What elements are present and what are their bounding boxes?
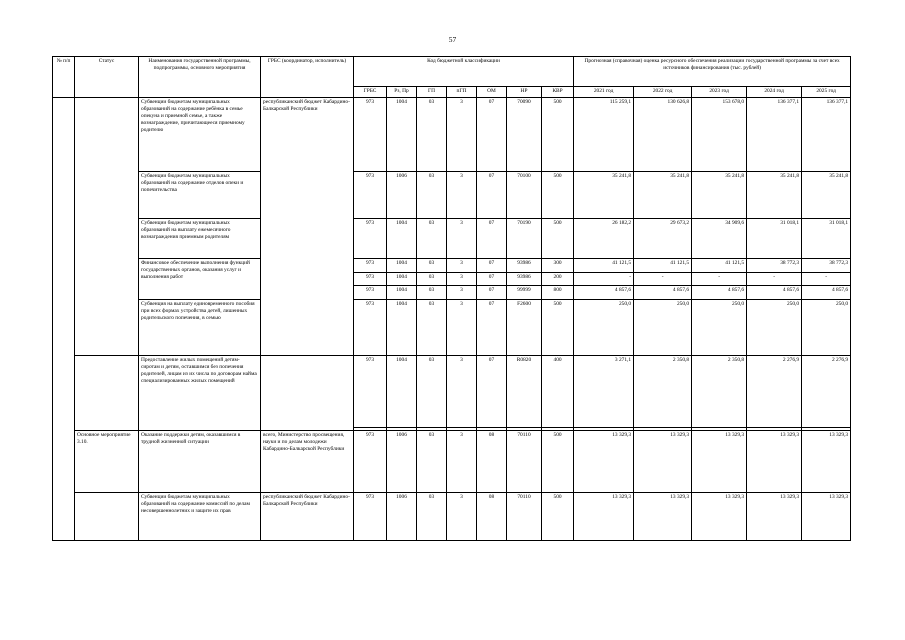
value-cell: 35 241,8 bbox=[634, 172, 692, 219]
value-cell: 250,0 bbox=[747, 300, 802, 356]
code-cell: 1006 bbox=[387, 172, 417, 219]
table-row bbox=[53, 356, 851, 428]
code-cell: 3 bbox=[447, 172, 477, 219]
code-cell: 3 bbox=[447, 259, 477, 273]
code-cell: 973 bbox=[354, 273, 387, 286]
value-cell: - bbox=[692, 273, 747, 286]
value-cell: 26 182,2 bbox=[574, 219, 634, 259]
value-cell: 13 329,3 bbox=[802, 431, 851, 493]
header-code: ГРБС bbox=[354, 87, 387, 98]
header-row-1 bbox=[53, 57, 851, 87]
code-cell: 973 bbox=[354, 356, 387, 428]
value-cell: - bbox=[634, 273, 692, 286]
code-cell: 973 bbox=[354, 259, 387, 273]
code-cell: 800 bbox=[542, 286, 574, 300]
header-code: ГП bbox=[417, 87, 447, 98]
code-cell: 70100 bbox=[507, 172, 542, 219]
value-cell: 13 329,3 bbox=[747, 493, 802, 541]
table-row bbox=[53, 493, 851, 541]
code-cell: R0820 bbox=[507, 356, 542, 428]
header-year: 2024 год bbox=[747, 87, 802, 98]
value-cell: 136 377,1 bbox=[802, 98, 851, 172]
header-year: 2023 год bbox=[692, 87, 747, 98]
value-cell: 4 857,6 bbox=[634, 286, 692, 300]
code-cell: 07 bbox=[477, 273, 507, 286]
code-cell: 03 bbox=[417, 431, 447, 493]
code-cell: 70110 bbox=[507, 493, 542, 541]
code-cell: 99999 bbox=[507, 286, 542, 300]
value-cell: 38 772,3 bbox=[802, 259, 851, 273]
value-cell: 13 329,3 bbox=[574, 493, 634, 541]
table-row bbox=[53, 219, 851, 259]
code-cell: 07 bbox=[477, 300, 507, 356]
item-name: Субвенция на выплату единовременного пособия при всех формах устройства детей, лишенных родительского попечения, в семью bbox=[139, 300, 261, 356]
value-cell: 250,0 bbox=[802, 300, 851, 356]
value-cell: 35 241,8 bbox=[747, 172, 802, 219]
grbs-cell: республиканский бюджет Кабардино-Балкарской Республики bbox=[261, 98, 354, 356]
table-row bbox=[53, 431, 851, 493]
code-cell: F2600 bbox=[507, 300, 542, 356]
code-cell: 03 bbox=[417, 356, 447, 428]
code-cell: 1006 bbox=[387, 431, 417, 493]
item-name: Предоставление жилых помещений детям-сиротам и детям, оставшимся без попечения родителей, лицам из их числа по договорам найма специализированных жилых помещений bbox=[139, 356, 261, 431]
value-cell: 115 259,1 bbox=[574, 98, 634, 172]
value-cell: 31 018,1 bbox=[747, 219, 802, 259]
value-cell: 2 276,9 bbox=[802, 356, 851, 428]
code-cell: 03 bbox=[417, 493, 447, 541]
table-row bbox=[53, 172, 851, 219]
header-code: КВР bbox=[542, 87, 574, 98]
code-cell: 03 bbox=[417, 259, 447, 273]
budget-table bbox=[52, 56, 851, 541]
item-name: Субвенции бюджетам муниципальных образований на содержание комиссий по делам несовершеннолетних и защите их прав bbox=[139, 493, 261, 541]
value-cell: 130 626,8 bbox=[634, 98, 692, 172]
value-cell: 13 329,3 bbox=[634, 493, 692, 541]
status-cell bbox=[75, 98, 139, 356]
header-code-group: Код бюджетной классификации bbox=[354, 57, 574, 87]
value-cell: - bbox=[747, 273, 802, 286]
value-cell: 29 673,2 bbox=[634, 219, 692, 259]
row-num-cell bbox=[53, 98, 75, 541]
value-cell: 13 329,3 bbox=[692, 493, 747, 541]
header-grbs: ГРБС (координатор, исполнитель) bbox=[261, 57, 354, 98]
code-cell: 07 bbox=[477, 98, 507, 172]
header-code: ОМ bbox=[477, 87, 507, 98]
value-cell: 250,0 bbox=[574, 300, 634, 356]
code-cell: 08 bbox=[477, 431, 507, 493]
status-cell bbox=[75, 493, 139, 541]
code-cell: 3 bbox=[447, 431, 477, 493]
code-cell: 300 bbox=[542, 259, 574, 273]
code-cell: 973 bbox=[354, 172, 387, 219]
code-cell: 400 bbox=[542, 356, 574, 428]
code-cell: 500 bbox=[542, 493, 574, 541]
code-cell: 1004 bbox=[387, 219, 417, 259]
status-cell bbox=[75, 356, 139, 431]
code-cell: 70090 bbox=[507, 98, 542, 172]
value-cell: 153 678,0 bbox=[692, 98, 747, 172]
value-cell: 2 350,8 bbox=[692, 356, 747, 428]
grbs-cell: республиканский бюджет Кабардино-Балкарской Республики bbox=[261, 493, 354, 541]
code-cell: 200 bbox=[542, 273, 574, 286]
value-cell: 35 241,8 bbox=[692, 172, 747, 219]
value-cell: 136 377,1 bbox=[747, 98, 802, 172]
code-cell: 08 bbox=[477, 493, 507, 541]
table-row bbox=[53, 300, 851, 356]
code-cell: 03 bbox=[417, 286, 447, 300]
value-cell: 4 857,6 bbox=[802, 286, 851, 300]
code-cell: 1004 bbox=[387, 356, 417, 428]
value-cell: 4 857,6 bbox=[747, 286, 802, 300]
code-cell: 07 bbox=[477, 219, 507, 259]
code-cell: 1004 bbox=[387, 273, 417, 286]
value-cell: 4 857,6 bbox=[574, 286, 634, 300]
code-cell: 1006 bbox=[387, 493, 417, 541]
value-cell: 4 857,6 bbox=[692, 286, 747, 300]
code-cell: 3 bbox=[447, 273, 477, 286]
code-cell: 973 bbox=[354, 219, 387, 259]
item-name: Субвенции бюджетам муниципальных образований на содержание отделов опеки и попечительства bbox=[139, 172, 261, 219]
header-year: 2025 год bbox=[802, 87, 851, 98]
code-cell: 500 bbox=[542, 431, 574, 493]
code-cell: 07 bbox=[477, 259, 507, 273]
header-num: № п/п bbox=[53, 57, 75, 98]
value-cell: 38 772,3 bbox=[747, 259, 802, 273]
header-year: 2022 год bbox=[634, 87, 692, 98]
code-cell: 3 bbox=[447, 356, 477, 428]
item-name: Финансовое обеспечение выполнения функций государственных органов, оказания услуг и выполнения работ bbox=[139, 259, 261, 300]
code-cell: 3 bbox=[447, 286, 477, 300]
header-code: пГП bbox=[447, 87, 477, 98]
header-code: Рз, Пр bbox=[387, 87, 417, 98]
item-name: Оказание поддержки детям, оказавшимся в трудной жизненной ситуации bbox=[139, 431, 261, 493]
code-cell: 500 bbox=[542, 300, 574, 356]
value-cell: 31 018,1 bbox=[802, 219, 851, 259]
header-year: 2021 год bbox=[574, 87, 634, 98]
page-number: 57 bbox=[448, 35, 457, 44]
value-cell: 41 121,5 bbox=[574, 259, 634, 273]
value-cell: 2 276,9 bbox=[747, 356, 802, 428]
value-cell: 250,0 bbox=[634, 300, 692, 356]
grbs-cell bbox=[261, 356, 354, 431]
grbs-cell: всего, Министерство просвещения, науки и по делам молодежи Кабардино-Балкарской Республики bbox=[261, 431, 354, 493]
code-cell: 03 bbox=[417, 172, 447, 219]
code-cell: 3 bbox=[447, 300, 477, 356]
value-cell: - bbox=[802, 273, 851, 286]
code-cell: 93986 bbox=[507, 259, 542, 273]
code-cell: 973 bbox=[354, 98, 387, 172]
code-cell: 1004 bbox=[387, 286, 417, 300]
value-cell: - bbox=[574, 273, 634, 286]
code-cell: 70190 bbox=[507, 219, 542, 259]
header-code: НР bbox=[507, 87, 542, 98]
code-cell: 03 bbox=[417, 98, 447, 172]
code-cell: 973 bbox=[354, 431, 387, 493]
value-cell: 2 350,8 bbox=[634, 356, 692, 428]
item-name: Субвенции бюджетам муниципальных образований на выплату ежемесячного вознаграждения приемным родителям bbox=[139, 219, 261, 259]
code-cell: 07 bbox=[477, 356, 507, 428]
code-cell: 03 bbox=[417, 219, 447, 259]
code-cell: 973 bbox=[354, 493, 387, 541]
value-cell: 13 329,3 bbox=[692, 431, 747, 493]
header-forecast-group: Прогнозная (справочная) оценка ресурсного обеспечения реализации государственной программы за счет всех источников финансирования (тыс. рублей) bbox=[574, 57, 851, 87]
code-cell: 3 bbox=[447, 98, 477, 172]
code-cell: 07 bbox=[477, 286, 507, 300]
code-cell: 93986 bbox=[507, 273, 542, 286]
value-cell: 34 909,6 bbox=[692, 219, 747, 259]
value-cell: 3 271,1 bbox=[574, 356, 634, 428]
code-cell: 1004 bbox=[387, 300, 417, 356]
code-cell: 03 bbox=[417, 300, 447, 356]
code-cell: 500 bbox=[542, 219, 574, 259]
code-cell: 500 bbox=[542, 172, 574, 219]
value-cell: 41 121,5 bbox=[634, 259, 692, 273]
code-cell: 1004 bbox=[387, 98, 417, 172]
item-name: Субвенции бюджетам муниципальных образований на содержание ребёнка в семье опекуна и приемной семье, а также вознаграждение, причитающееся приемному родителю bbox=[139, 98, 261, 172]
code-cell: 70110 bbox=[507, 431, 542, 493]
value-cell: 35 241,8 bbox=[574, 172, 634, 219]
value-cell: 35 241,8 bbox=[802, 172, 851, 219]
header-name: Наименования государственной программы, подпрограммы, основного мероприятия bbox=[139, 57, 261, 98]
code-cell: 500 bbox=[542, 98, 574, 172]
value-cell: 13 329,3 bbox=[574, 431, 634, 493]
value-cell: 250,0 bbox=[692, 300, 747, 356]
code-cell: 07 bbox=[477, 172, 507, 219]
code-cell: 3 bbox=[447, 219, 477, 259]
table-row bbox=[53, 259, 851, 273]
value-cell: 13 329,3 bbox=[802, 493, 851, 541]
code-cell: 973 bbox=[354, 286, 387, 300]
value-cell: 41 121,5 bbox=[692, 259, 747, 273]
header-status: Статус bbox=[75, 57, 139, 98]
code-cell: 973 bbox=[354, 300, 387, 356]
value-cell: 13 329,3 bbox=[747, 431, 802, 493]
value-cell: 13 329,3 bbox=[634, 431, 692, 493]
code-cell: 1004 bbox=[387, 259, 417, 273]
code-cell: 03 bbox=[417, 273, 447, 286]
table-row bbox=[53, 98, 851, 172]
status-cell: Основное мероприятие 3.10. bbox=[75, 431, 139, 493]
code-cell: 3 bbox=[447, 493, 477, 541]
